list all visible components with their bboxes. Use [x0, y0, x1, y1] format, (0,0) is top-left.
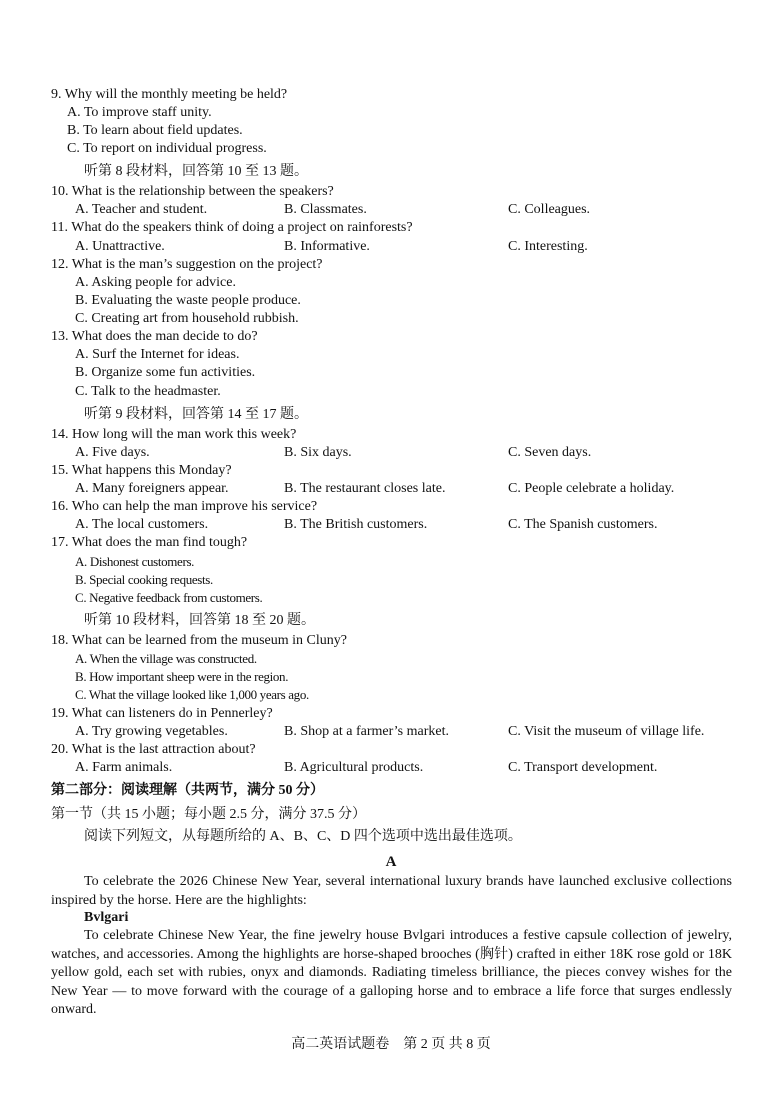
question-14: 14. How long will the man work this week?: [51, 427, 297, 442]
option-16c: C. The Spanish customers.: [508, 517, 658, 532]
option-12b: B. Evaluating the waste people produce.: [75, 293, 301, 308]
option-9c: C. To report on individual progress.: [67, 141, 267, 156]
question-15: 15. What happens this Monday?: [51, 463, 232, 478]
question-10: 10. What is the relationship between the speakers?: [51, 184, 334, 199]
option-11b: B. Informative.: [284, 239, 370, 254]
passage-intro: To celebrate the 2026 Chinese New Year, several international luxury brands have launched exclusive collections inspired by the horse. Here are the highlights:: [51, 874, 732, 908]
option-9b: B. To learn about field updates.: [67, 123, 243, 138]
question-12: 12. What is the man’s suggestion on the project?: [51, 257, 323, 272]
option-13c: C. Talk to the headmaster.: [75, 384, 221, 399]
option-14a: A. Five days.: [75, 445, 150, 460]
instruction-seg9: 听第 9 段材料，回答第 14 至 17 题。: [84, 407, 308, 422]
option-12a: A. Asking people for advice.: [75, 275, 236, 290]
option-11a: A. Unattractive.: [75, 239, 165, 254]
option-14b: B. Six days.: [284, 445, 352, 460]
option-15c: C. People celebrate a holiday.: [508, 481, 675, 496]
option-20c: C. Transport development.: [508, 760, 658, 775]
question-16: 16. Who can help the man improve his service?: [51, 499, 318, 514]
option-20b: B. Agricultural products.: [284, 760, 424, 775]
option-19a: A. Try growing vegetables.: [75, 724, 228, 739]
option-11c: C. Interesting.: [508, 239, 588, 254]
part2-heading: 第二部分：阅读理解（共两节，满分 50 分）: [51, 783, 324, 798]
question-17: 17. What does the man find tough?: [51, 535, 248, 550]
option-18c: C. What the village looked like 1,000 years ago.: [75, 687, 309, 702]
option-20a: A. Farm animals.: [75, 760, 173, 775]
question-9: 9. Why will the monthly meeting be held?: [51, 87, 288, 102]
option-10a: A. Teacher and student.: [75, 202, 208, 217]
option-17c: C. Negative feedback from customers.: [75, 590, 263, 605]
option-12c: C. Creating art from household rubbish.: [75, 311, 299, 326]
option-16b: B. The British customers.: [284, 517, 428, 532]
option-18a: A. When the village was constructed.: [75, 651, 257, 666]
instruction-seg10: 听第 10 段材料，回答第 18 至 20 题。: [84, 613, 315, 628]
option-15a: A. Many foreigners appear.: [75, 481, 229, 496]
option-19b: B. Shop at a farmer’s market.: [284, 724, 449, 739]
option-9a: A. To improve staff unity.: [67, 105, 212, 120]
option-14c: C. Seven days.: [508, 445, 592, 460]
page-footer: 高二英语试题卷 第 2 页 共 8 页: [291, 1037, 491, 1052]
question-20: 20. What is the last attraction about?: [51, 742, 256, 757]
section1-directions: 阅读下列短文，从每题所给的 A、B、C、D 四个选项中选出最佳选项。: [84, 829, 522, 844]
option-15b: B. The restaurant closes late.: [284, 481, 446, 496]
passage-body: To celebrate Chinese New Year, the fine jewelry house Bvlgari introduces a festive capsule collection of jewelry, watches, and accessories. Among the highlights are horse-shaped brooches (胸针) crafted in either 18K rose gold or 18K yellow gold, each set with rubies, onyx and diamonds. Radiating timeless brilliance, the pieces convey wishes for the New Year — to move forward with the courage of a galloping horse and to embrace a life force that surges endlessly onward.: [51, 928, 732, 1017]
option-13a: A. Surf the Internet for ideas.: [75, 347, 240, 362]
option-17a: A. Dishonest customers.: [75, 554, 195, 569]
brand-heading: Bvlgari: [84, 910, 129, 925]
question-13: 13. What does the man decide to do?: [51, 329, 258, 344]
option-16a: A. The local customers.: [75, 517, 209, 532]
section1-heading: 第一节（共 15 小题；每小题 2.5 分，满分 37.5 分）: [51, 807, 366, 822]
option-10c: C. Colleagues.: [508, 202, 591, 217]
option-13b: B. Organize some fun activities.: [75, 365, 256, 380]
question-18: 18. What can be learned from the museum in Cluny?: [51, 633, 347, 648]
option-17b: B. Special cooking requests.: [75, 572, 213, 587]
option-19c: C. Visit the museum of village life.: [508, 724, 705, 739]
option-18b: B. How important sheep were in the region.: [75, 669, 289, 684]
question-11: 11. What do the speakers think of doing a project on rainforests?: [51, 220, 413, 235]
instruction-seg8: 听第 8 段材料，回答第 10 至 13 题。: [84, 164, 308, 179]
question-19: 19. What can listeners do in Pennerley?: [51, 706, 273, 721]
option-10b: B. Classmates.: [284, 202, 367, 217]
passage-title: A: [385, 854, 397, 870]
